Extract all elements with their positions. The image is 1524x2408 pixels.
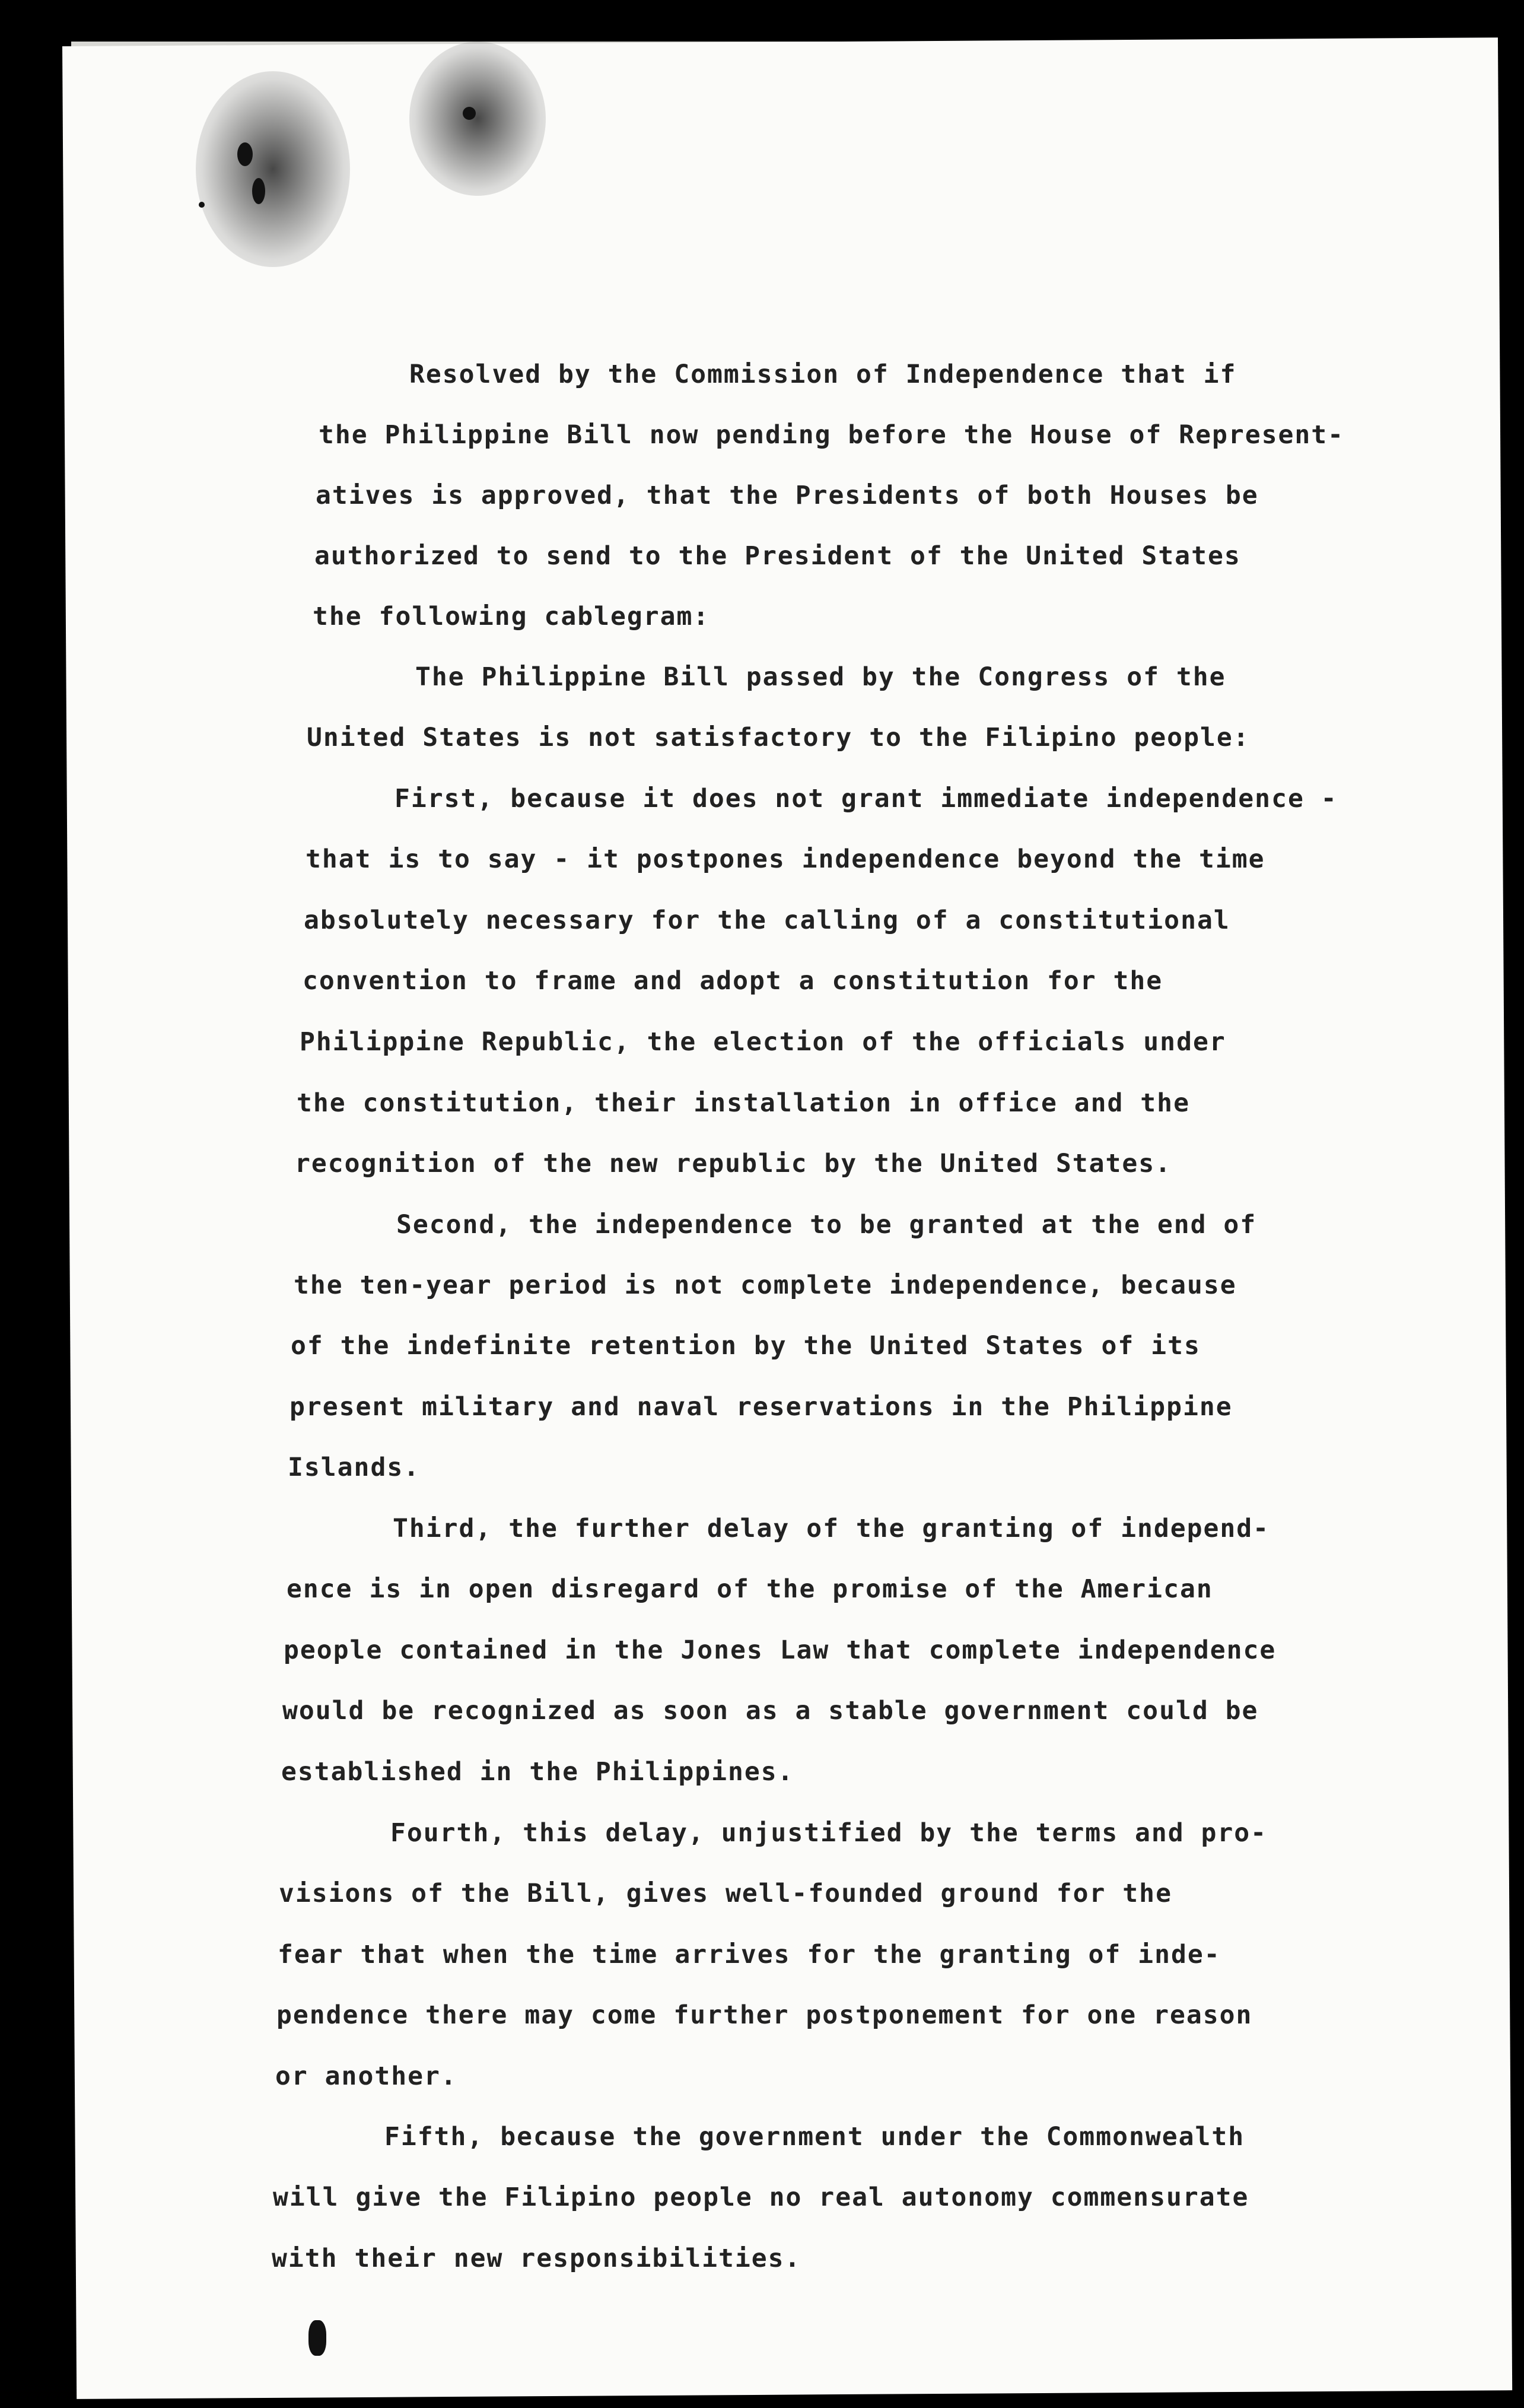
text-line: the constitution, their installation in office and the bbox=[297, 1088, 1190, 1118]
text-line: Resolved by the Commission of Independence that if bbox=[409, 360, 1237, 389]
text-line: the ten-year period is not complete independence, because bbox=[294, 1270, 1237, 1300]
text-line: will give the Filipino people no real autonomy commensurate bbox=[273, 2183, 1249, 2212]
text-line: The Philippine Bill passed by the Congress of the bbox=[415, 662, 1226, 692]
text-line: people contained in the Jones Law that complete independence bbox=[284, 1635, 1277, 1665]
text-line: Philippine Republic, the election of the officials under bbox=[300, 1027, 1226, 1057]
text-line: Second, the independence to be granted at the end of bbox=[396, 1210, 1257, 1240]
text-line: Third, the further delay of the granting of independ- bbox=[393, 1514, 1270, 1543]
text-line: with their new responsibilities. bbox=[272, 2244, 801, 2273]
text-line: or another. bbox=[275, 2061, 457, 2091]
text-line: ence is in open disregard of the promise of the American bbox=[287, 1574, 1213, 1604]
text-line: the Philippine Bill now pending before the House of Represent- bbox=[319, 420, 1345, 450]
text-line: fear that when the time arrives for the granting of inde- bbox=[278, 1940, 1221, 1969]
text-line: that is to say - it postpones independence beyond the time bbox=[306, 844, 1265, 874]
text-line: Fifth, because the government under the Commonwealth bbox=[384, 2122, 1245, 2152]
text-line: recognition of the new republic by the United States. bbox=[295, 1149, 1172, 1178]
text-line: atives is approved, that the Presidents of both Houses be bbox=[316, 481, 1259, 510]
text-line: established in the Philippines. bbox=[281, 1757, 794, 1787]
text-line: convention to frame and adopt a constitution for the bbox=[303, 966, 1163, 996]
text-line: Fourth, this delay, unjustified by the terms and pro- bbox=[390, 1818, 1268, 1848]
text-line: United States is not satisfactory to the Filipino people: bbox=[307, 723, 1250, 752]
text-line: present military and naval reservations in the Philippine bbox=[289, 1392, 1233, 1422]
text-line: of the indefinite retention by the United States of its bbox=[291, 1331, 1201, 1361]
text-line: absolutely necessary for the calling of a constitutional bbox=[304, 906, 1230, 935]
text-line: pendence there may come further postponement for one reason bbox=[276, 2000, 1253, 2030]
text-line: the following cablegram: bbox=[313, 602, 710, 631]
text-line: Islands. bbox=[288, 1453, 421, 1482]
text-line: authorized to send to the President of the United States bbox=[314, 541, 1241, 571]
text-line: First, because it does not grant immediate independence - bbox=[394, 784, 1338, 814]
text-line: visions of the Bill, gives well-founded ground for the bbox=[279, 1879, 1172, 1908]
text-line: would be recognized as soon as a stable government could be bbox=[282, 1696, 1259, 1726]
